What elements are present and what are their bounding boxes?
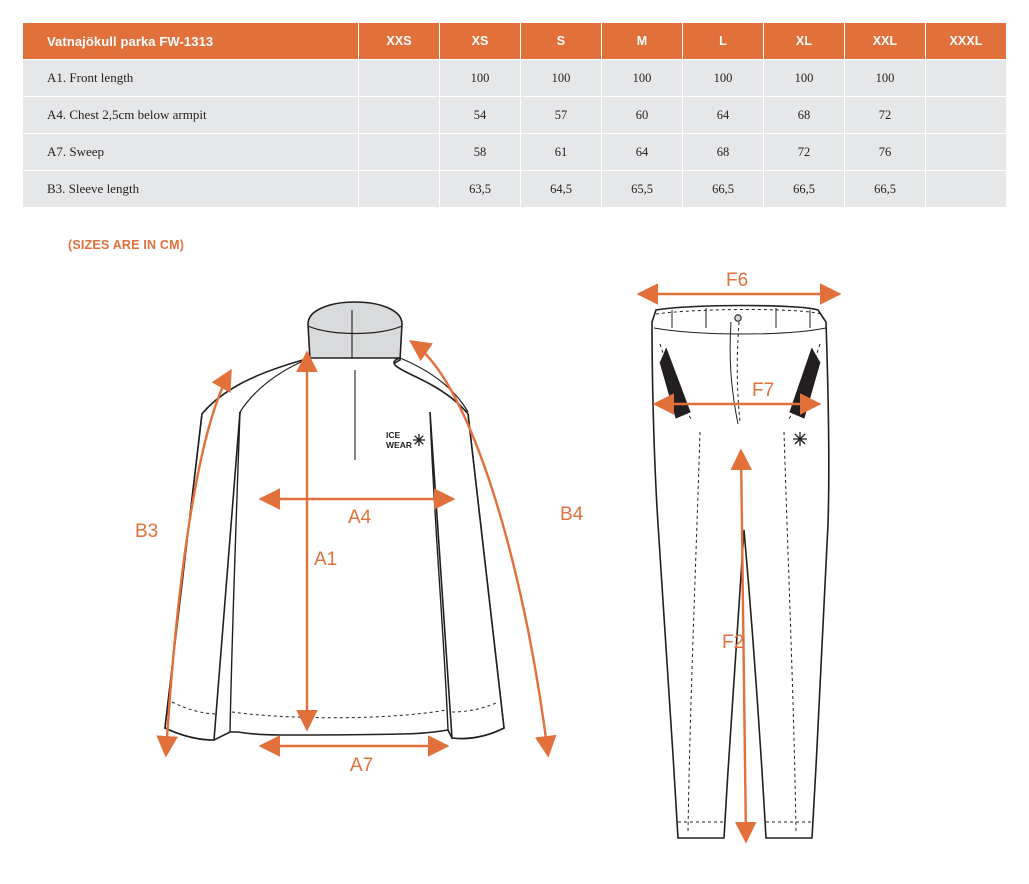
- measure-label-b3: B3: [135, 521, 159, 542]
- size-table-body: [23, 60, 1007, 208]
- measurement-value: 64: [683, 97, 764, 134]
- column-header-xxs: XXS: [359, 23, 440, 60]
- measurement-value: 76: [845, 134, 926, 171]
- column-header-l: L: [683, 23, 764, 60]
- jacket-illustration: [135, 302, 584, 776]
- brand-text-line2: WEAR: [386, 440, 412, 450]
- measurement-value: [359, 97, 440, 134]
- garment-diagram: [0, 262, 1029, 882]
- measurement-label: A4. Chest 2,5cm below armpit: [23, 97, 359, 134]
- table-row: [23, 60, 1007, 97]
- measurement-value: 58: [440, 134, 521, 171]
- measurement-value: 72: [764, 134, 845, 171]
- measurement-value: [359, 60, 440, 97]
- measurement-value: 100: [845, 60, 926, 97]
- table-header-row: [23, 23, 1007, 60]
- measurement-value: 66,5: [764, 171, 845, 208]
- size-table: [22, 22, 1007, 208]
- product-title: Vatnajökull parka FW-1313: [23, 23, 359, 60]
- measurement-value: [926, 171, 1007, 208]
- measure-label-f7: F7: [752, 380, 775, 401]
- measurement-value: 100: [602, 60, 683, 97]
- column-header-xs: XS: [440, 23, 521, 60]
- size-table-head: [23, 23, 1007, 60]
- measurement-value: 64: [602, 134, 683, 171]
- column-header-xl: XL: [764, 23, 845, 60]
- measure-label-b4: B4: [560, 504, 584, 525]
- measurement-label: A7. Sweep: [23, 134, 359, 171]
- measurement-label: A1. Front length: [23, 60, 359, 97]
- measurement-value: 100: [764, 60, 845, 97]
- measurement-value: 100: [440, 60, 521, 97]
- measurement-value: 61: [521, 134, 602, 171]
- measurement-value: 65,5: [602, 171, 683, 208]
- measurement-value: 57: [521, 97, 602, 134]
- measurement-value: [359, 171, 440, 208]
- pants-illustration: [640, 270, 838, 840]
- snowflake-icon: [793, 432, 807, 446]
- column-header-s: S: [521, 23, 602, 60]
- measurement-value: 68: [683, 134, 764, 171]
- measurement-value: 68: [764, 97, 845, 134]
- brand-text-line1: ICE: [386, 430, 401, 440]
- measurement-label: B3. Sleeve length: [23, 171, 359, 208]
- measurement-value: 100: [521, 60, 602, 97]
- units-note: (SIZES ARE IN CM): [68, 238, 185, 252]
- waist-button: [735, 315, 741, 321]
- measure-label-a4: A4: [348, 507, 372, 528]
- measurement-value: 60: [602, 97, 683, 134]
- measurement-value: 66,5: [845, 171, 926, 208]
- measure-label-f2: F2: [722, 632, 745, 653]
- table-row: [23, 134, 1007, 171]
- column-header-xxl: XXL: [845, 23, 926, 60]
- measurement-value: 72: [845, 97, 926, 134]
- measurement-value: [926, 97, 1007, 134]
- figures-container: [0, 262, 1029, 882]
- measurement-value: 66,5: [683, 171, 764, 208]
- measurement-value: 64,5: [521, 171, 602, 208]
- measure-label-a1: A1: [314, 549, 338, 570]
- snowflake-icon: [413, 434, 425, 446]
- table-row: [23, 171, 1007, 208]
- measure-label-f6: F6: [726, 270, 749, 291]
- size-table-container: [22, 22, 1007, 208]
- column-header-xxxl: XXXL: [926, 23, 1007, 60]
- measure-label-a7: A7: [350, 755, 374, 776]
- table-row: [23, 97, 1007, 134]
- measurement-value: 54: [440, 97, 521, 134]
- column-header-m: M: [602, 23, 683, 60]
- measurement-value: [359, 134, 440, 171]
- measurement-value: [926, 60, 1007, 97]
- measurement-value: 63,5: [440, 171, 521, 208]
- measurement-value: 100: [683, 60, 764, 97]
- measurement-value: [926, 134, 1007, 171]
